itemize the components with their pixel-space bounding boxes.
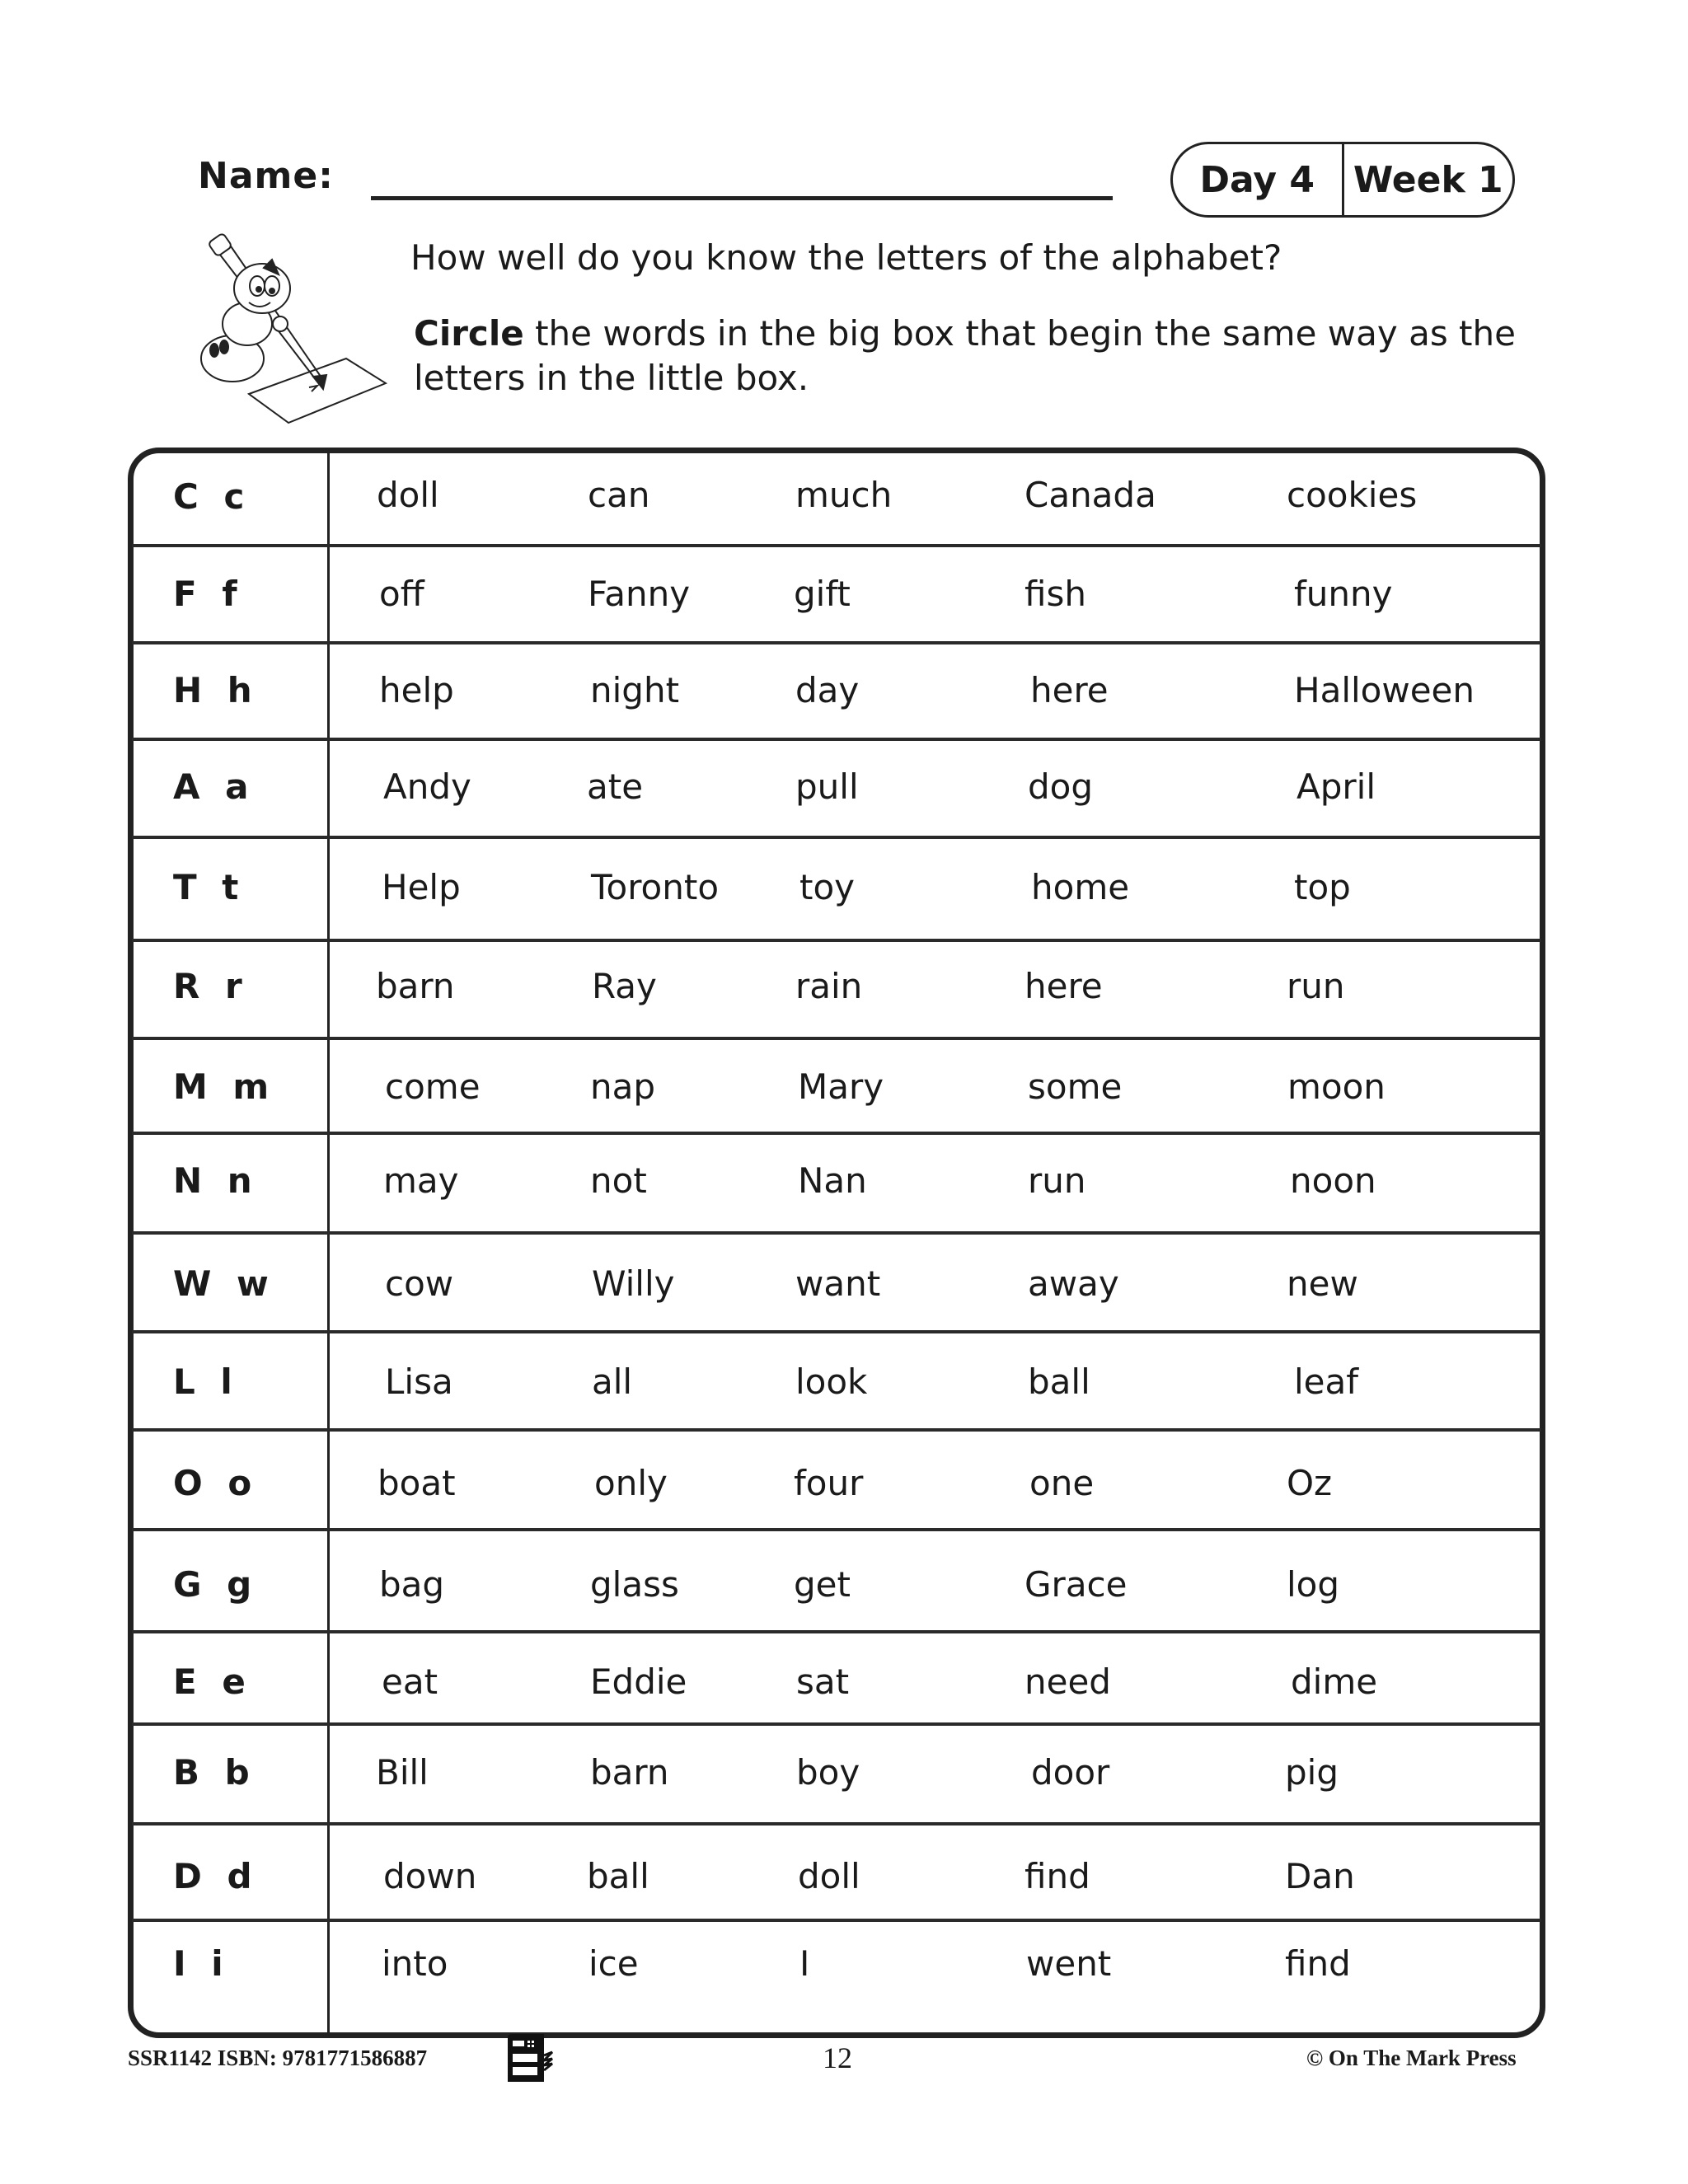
page-number: 12 [823, 2041, 852, 2074]
word-option[interactable]: here [1030, 670, 1109, 710]
word-option[interactable]: run [1028, 1160, 1086, 1201]
row-divider [132, 1528, 1541, 1531]
row-letters: I i [173, 1943, 230, 1984]
word-option[interactable]: find [1285, 1943, 1351, 1984]
row-divider [132, 1919, 1541, 1922]
word-option[interactable]: ate [587, 766, 644, 807]
word-option[interactable]: nap [590, 1066, 656, 1107]
instruction-text [414, 312, 1551, 401]
row-letters: F f [173, 574, 244, 614]
word-option[interactable]: ice [588, 1943, 639, 1984]
word-option[interactable]: fish [1025, 574, 1086, 614]
word-option[interactable]: pig [1285, 1752, 1339, 1793]
word-option[interactable]: Ray [592, 966, 657, 1006]
word-option[interactable]: noon [1290, 1160, 1376, 1201]
row-letters: B b [173, 1752, 256, 1793]
row-letters: C c [173, 476, 251, 517]
word-option[interactable]: door [1031, 1752, 1110, 1793]
word-option[interactable]: may [383, 1160, 459, 1201]
word-option[interactable]: boat [377, 1463, 456, 1503]
word-option[interactable]: cookies [1287, 475, 1418, 515]
mascot-pencil-icon [181, 227, 387, 429]
word-option[interactable]: Bill [376, 1752, 429, 1793]
row-letters: M m [173, 1066, 276, 1107]
word-option[interactable]: moon [1287, 1066, 1386, 1107]
word-option[interactable]: rain [795, 966, 863, 1006]
word-option[interactable]: dog [1028, 766, 1094, 807]
word-option[interactable]: glass [590, 1564, 679, 1605]
word-option[interactable]: need [1025, 1661, 1111, 1702]
word-option[interactable]: much [795, 475, 893, 515]
row-divider [132, 1630, 1541, 1633]
row-letters: A a [173, 766, 256, 807]
instruction-body: the words in the big box that begin the same way as the letters in the little box. [414, 313, 1516, 398]
word-option[interactable]: boy [796, 1752, 860, 1793]
word-option[interactable]: Oz [1287, 1463, 1333, 1503]
word-option[interactable]: one [1029, 1463, 1095, 1503]
row-divider [132, 544, 1541, 547]
word-option[interactable]: barn [590, 1752, 669, 1793]
word-option[interactable]: funny [1294, 574, 1393, 614]
row-letters: R r [173, 966, 249, 1006]
word-option[interactable]: some [1028, 1066, 1123, 1107]
word-option[interactable]: can [588, 475, 650, 515]
word-option[interactable]: went [1026, 1943, 1112, 1984]
word-option[interactable]: pull [795, 766, 859, 807]
word-option[interactable]: Mary [798, 1066, 884, 1107]
word-option[interactable]: leaf [1294, 1361, 1359, 1402]
word-option[interactable]: four [794, 1463, 864, 1503]
word-option[interactable]: toy [799, 867, 856, 907]
row-divider [132, 836, 1541, 839]
row-divider [132, 1037, 1541, 1040]
word-option[interactable]: look [795, 1361, 868, 1402]
word-option[interactable]: Fanny [588, 574, 691, 614]
word-option[interactable]: cow [385, 1263, 454, 1304]
word-option[interactable]: sat [796, 1661, 850, 1702]
word-option[interactable]: barn [376, 966, 455, 1006]
word-option[interactable]: bag [379, 1564, 445, 1605]
day-label: Day 4 [1199, 158, 1315, 201]
row-divider [132, 939, 1541, 942]
row-divider [132, 1428, 1541, 1432]
word-option[interactable]: dime [1291, 1661, 1378, 1702]
word-option[interactable]: want [795, 1263, 881, 1304]
row-letters: N n [173, 1160, 259, 1201]
word-option[interactable]: off [379, 574, 424, 614]
word-option[interactable]: Halloween [1294, 670, 1475, 710]
word-option[interactable]: I [799, 1943, 810, 1984]
word-option[interactable]: ball [587, 1856, 649, 1896]
row-divider [132, 1231, 1541, 1235]
word-option[interactable]: run [1287, 966, 1345, 1006]
word-option[interactable]: come [385, 1066, 481, 1107]
word-option[interactable]: into [382, 1943, 448, 1984]
row-divider [132, 1822, 1541, 1825]
word-option[interactable]: top [1294, 867, 1351, 907]
word-option[interactable]: find [1025, 1856, 1090, 1896]
word-option[interactable]: April [1296, 766, 1376, 807]
word-option[interactable]: gift [794, 574, 851, 614]
word-option[interactable]: ball [1028, 1361, 1090, 1402]
row-letters: T t [173, 867, 246, 907]
word-option[interactable]: not [590, 1160, 647, 1201]
row-divider [132, 1330, 1541, 1333]
word-option[interactable]: Willy [592, 1263, 675, 1304]
word-option[interactable]: down [383, 1856, 477, 1896]
instruction-emphasis: Circle [414, 313, 524, 354]
word-option[interactable]: log [1287, 1564, 1340, 1605]
letter-column-divider [327, 453, 330, 2034]
row-divider [132, 1722, 1541, 1726]
name-input-line[interactable] [371, 196, 1113, 200]
row-divider [132, 641, 1541, 644]
word-option[interactable]: home [1031, 867, 1130, 907]
row-divider [132, 738, 1541, 741]
publisher-credit: © On The Mark Press [1306, 2046, 1517, 2070]
question-text: How well do you know the letters of the alphabet? [410, 237, 1282, 278]
word-option[interactable]: doll [798, 1856, 860, 1896]
word-option[interactable]: Eddie [590, 1661, 687, 1702]
copier-icon [504, 2034, 554, 2082]
word-option[interactable]: Grace [1025, 1564, 1128, 1605]
row-divider [132, 1132, 1541, 1135]
day-week-badge [1170, 142, 1515, 218]
word-option[interactable]: get [794, 1564, 851, 1605]
row-letters: H h [173, 670, 259, 710]
word-option[interactable]: doll [377, 475, 439, 515]
row-letters: D d [173, 1856, 259, 1896]
word-option[interactable]: here [1025, 966, 1103, 1006]
word-option[interactable]: new [1287, 1263, 1358, 1304]
word-option[interactable]: eat [382, 1661, 438, 1702]
word-option[interactable]: only [594, 1463, 668, 1503]
word-option[interactable]: day [795, 670, 860, 710]
word-option[interactable]: Dan [1285, 1856, 1355, 1896]
row-letters: G g [173, 1564, 259, 1605]
word-option[interactable]: away [1028, 1263, 1119, 1304]
product-code: SSR1142 ISBN: 9781771586887 [128, 2046, 428, 2070]
word-option[interactable]: night [590, 670, 680, 710]
word-option[interactable]: Canada [1025, 475, 1156, 515]
row-letters: O o [173, 1463, 259, 1503]
row-letters: W w [173, 1263, 275, 1304]
row-letters: E e [173, 1661, 252, 1702]
word-option[interactable]: help [379, 670, 454, 710]
word-option[interactable]: Help [382, 867, 461, 907]
word-option[interactable]: Toronto [591, 867, 720, 907]
word-option[interactable]: Nan [798, 1160, 867, 1201]
week-label: Week 1 [1353, 158, 1503, 201]
word-option[interactable]: Andy [383, 766, 471, 807]
word-option[interactable]: Lisa [385, 1361, 453, 1402]
word-option[interactable]: all [592, 1361, 633, 1402]
row-letters: L l [173, 1361, 239, 1402]
name-label: Name: [198, 155, 334, 197]
